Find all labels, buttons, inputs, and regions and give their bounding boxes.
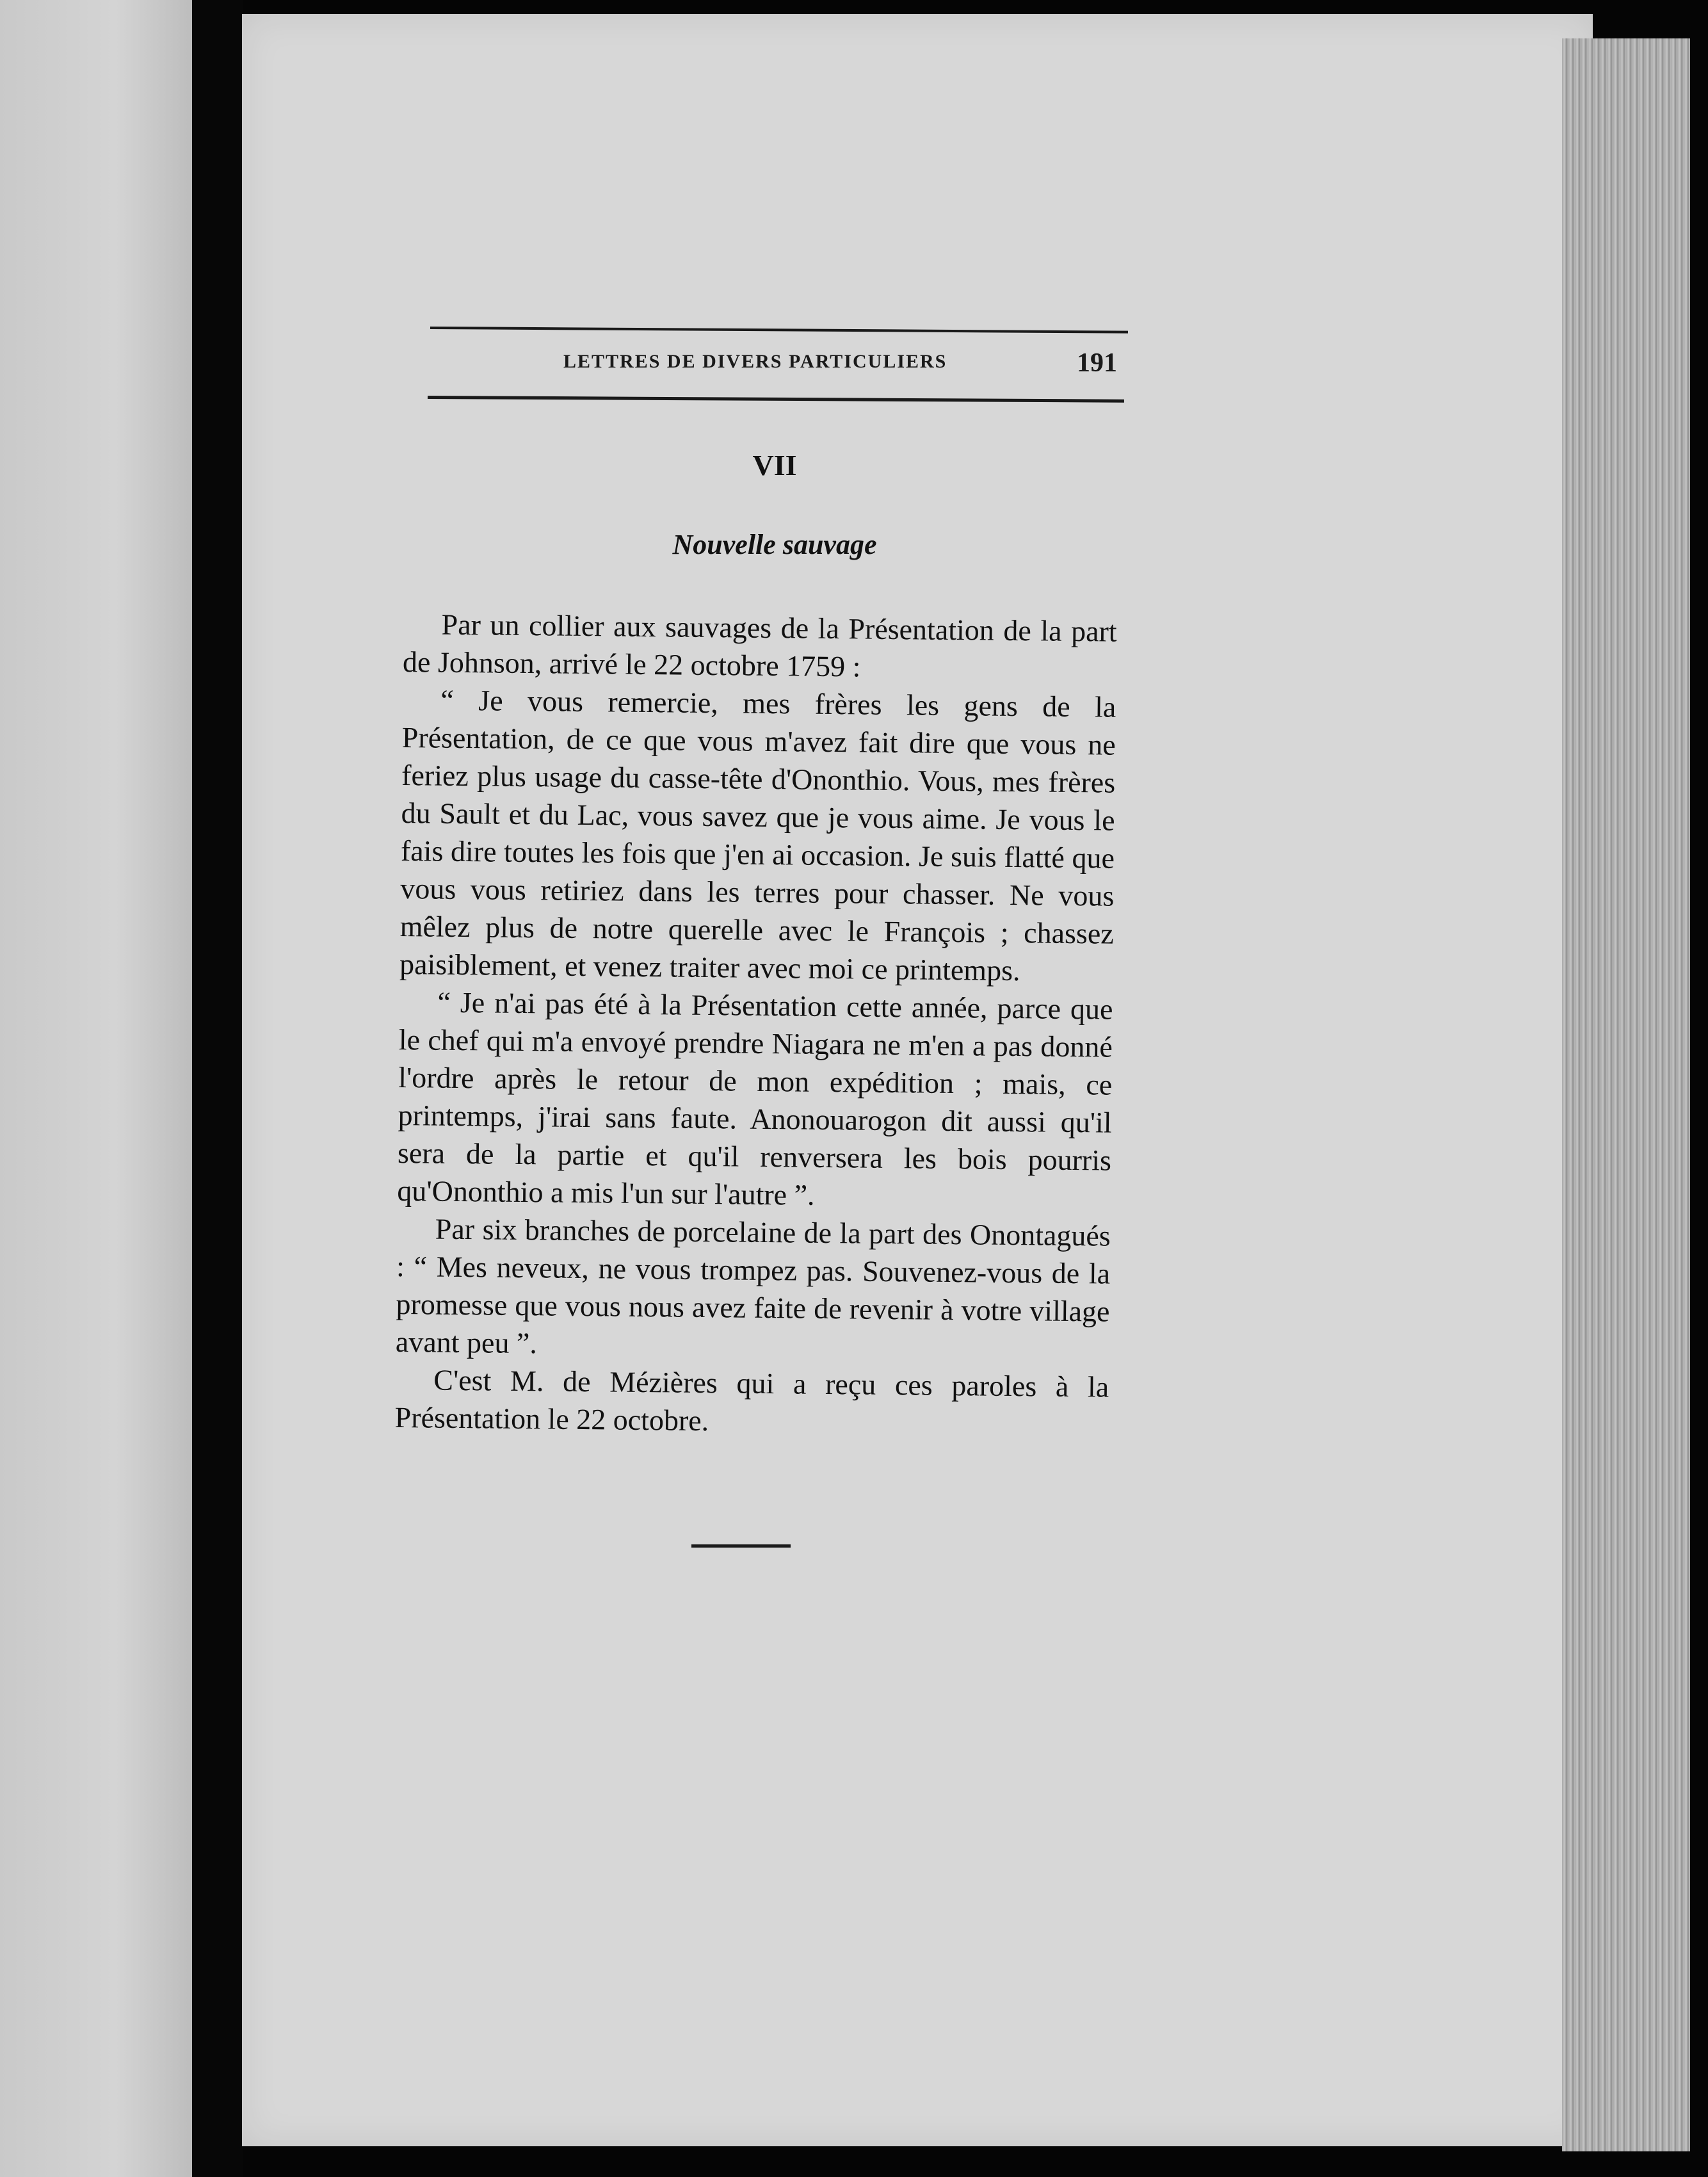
scan-border — [1690, 0, 1708, 2177]
paragraph: C'est M. de Mézières qui a reçu ces paroles à la Présentation le 22 octobre. — [394, 1363, 1109, 1437]
paragraph: “ Je n'ai pas été à la Présentation cette année, parce que le chef qui m'a envoyé prendre Niagara ne m'en a pas donné l'ordre après le retour de mon expédition ; mais, ce printemps, j'irai sans faute. Anonouarogon dit aussi qu'il sera de la partie et qu'il renversera les bois pourris qu'Ononthio a mis l'un sur l'autre ”. — [397, 985, 1113, 1211]
page-number: 191 — [1077, 348, 1117, 378]
book-gutter — [192, 0, 243, 2177]
paragraph: “ Je vous remercie, mes frères les gens de la Présentation, de ce que vous m'avez fait dire que vous ne feriez plus usage du casse-tête d'Ononthio. Vous, mes frères du Sault et du Lac, vous savez que je vous aime. Je vous le fais dire toutes les fois que j'en ai occasion. Je suis flatté que vous vous retiriez dans les terres pour chasser. Ne vous mêlez plus de notre querelle avec le François ; chassez paisiblement, et venez traiter avec moi ce printemps. — [399, 683, 1116, 987]
section-title: Nouvelle sauvage — [672, 529, 877, 560]
paragraph: Par six branches de porcelaine de la part des Onontagués : “ Mes neveux, ne vous trompez pas. Souvenez-vous de la promesse que vous nous avez faite de revenir à votre village avant peu ”. — [395, 1212, 1111, 1360]
end-rule — [691, 1544, 791, 1548]
section-number: VII — [752, 449, 797, 482]
body-text — [394, 605, 1117, 1444]
paragraph: Par un collier aux sauvages de la Présentation de la part de Johnson, arrivé le 22 octobre 1759 : — [402, 608, 1117, 683]
page-edges — [1562, 38, 1690, 2151]
adjacent-left-page — [0, 0, 192, 2177]
running-head: LETTRES DE DIVERS PARTICULIERS — [563, 351, 947, 372]
